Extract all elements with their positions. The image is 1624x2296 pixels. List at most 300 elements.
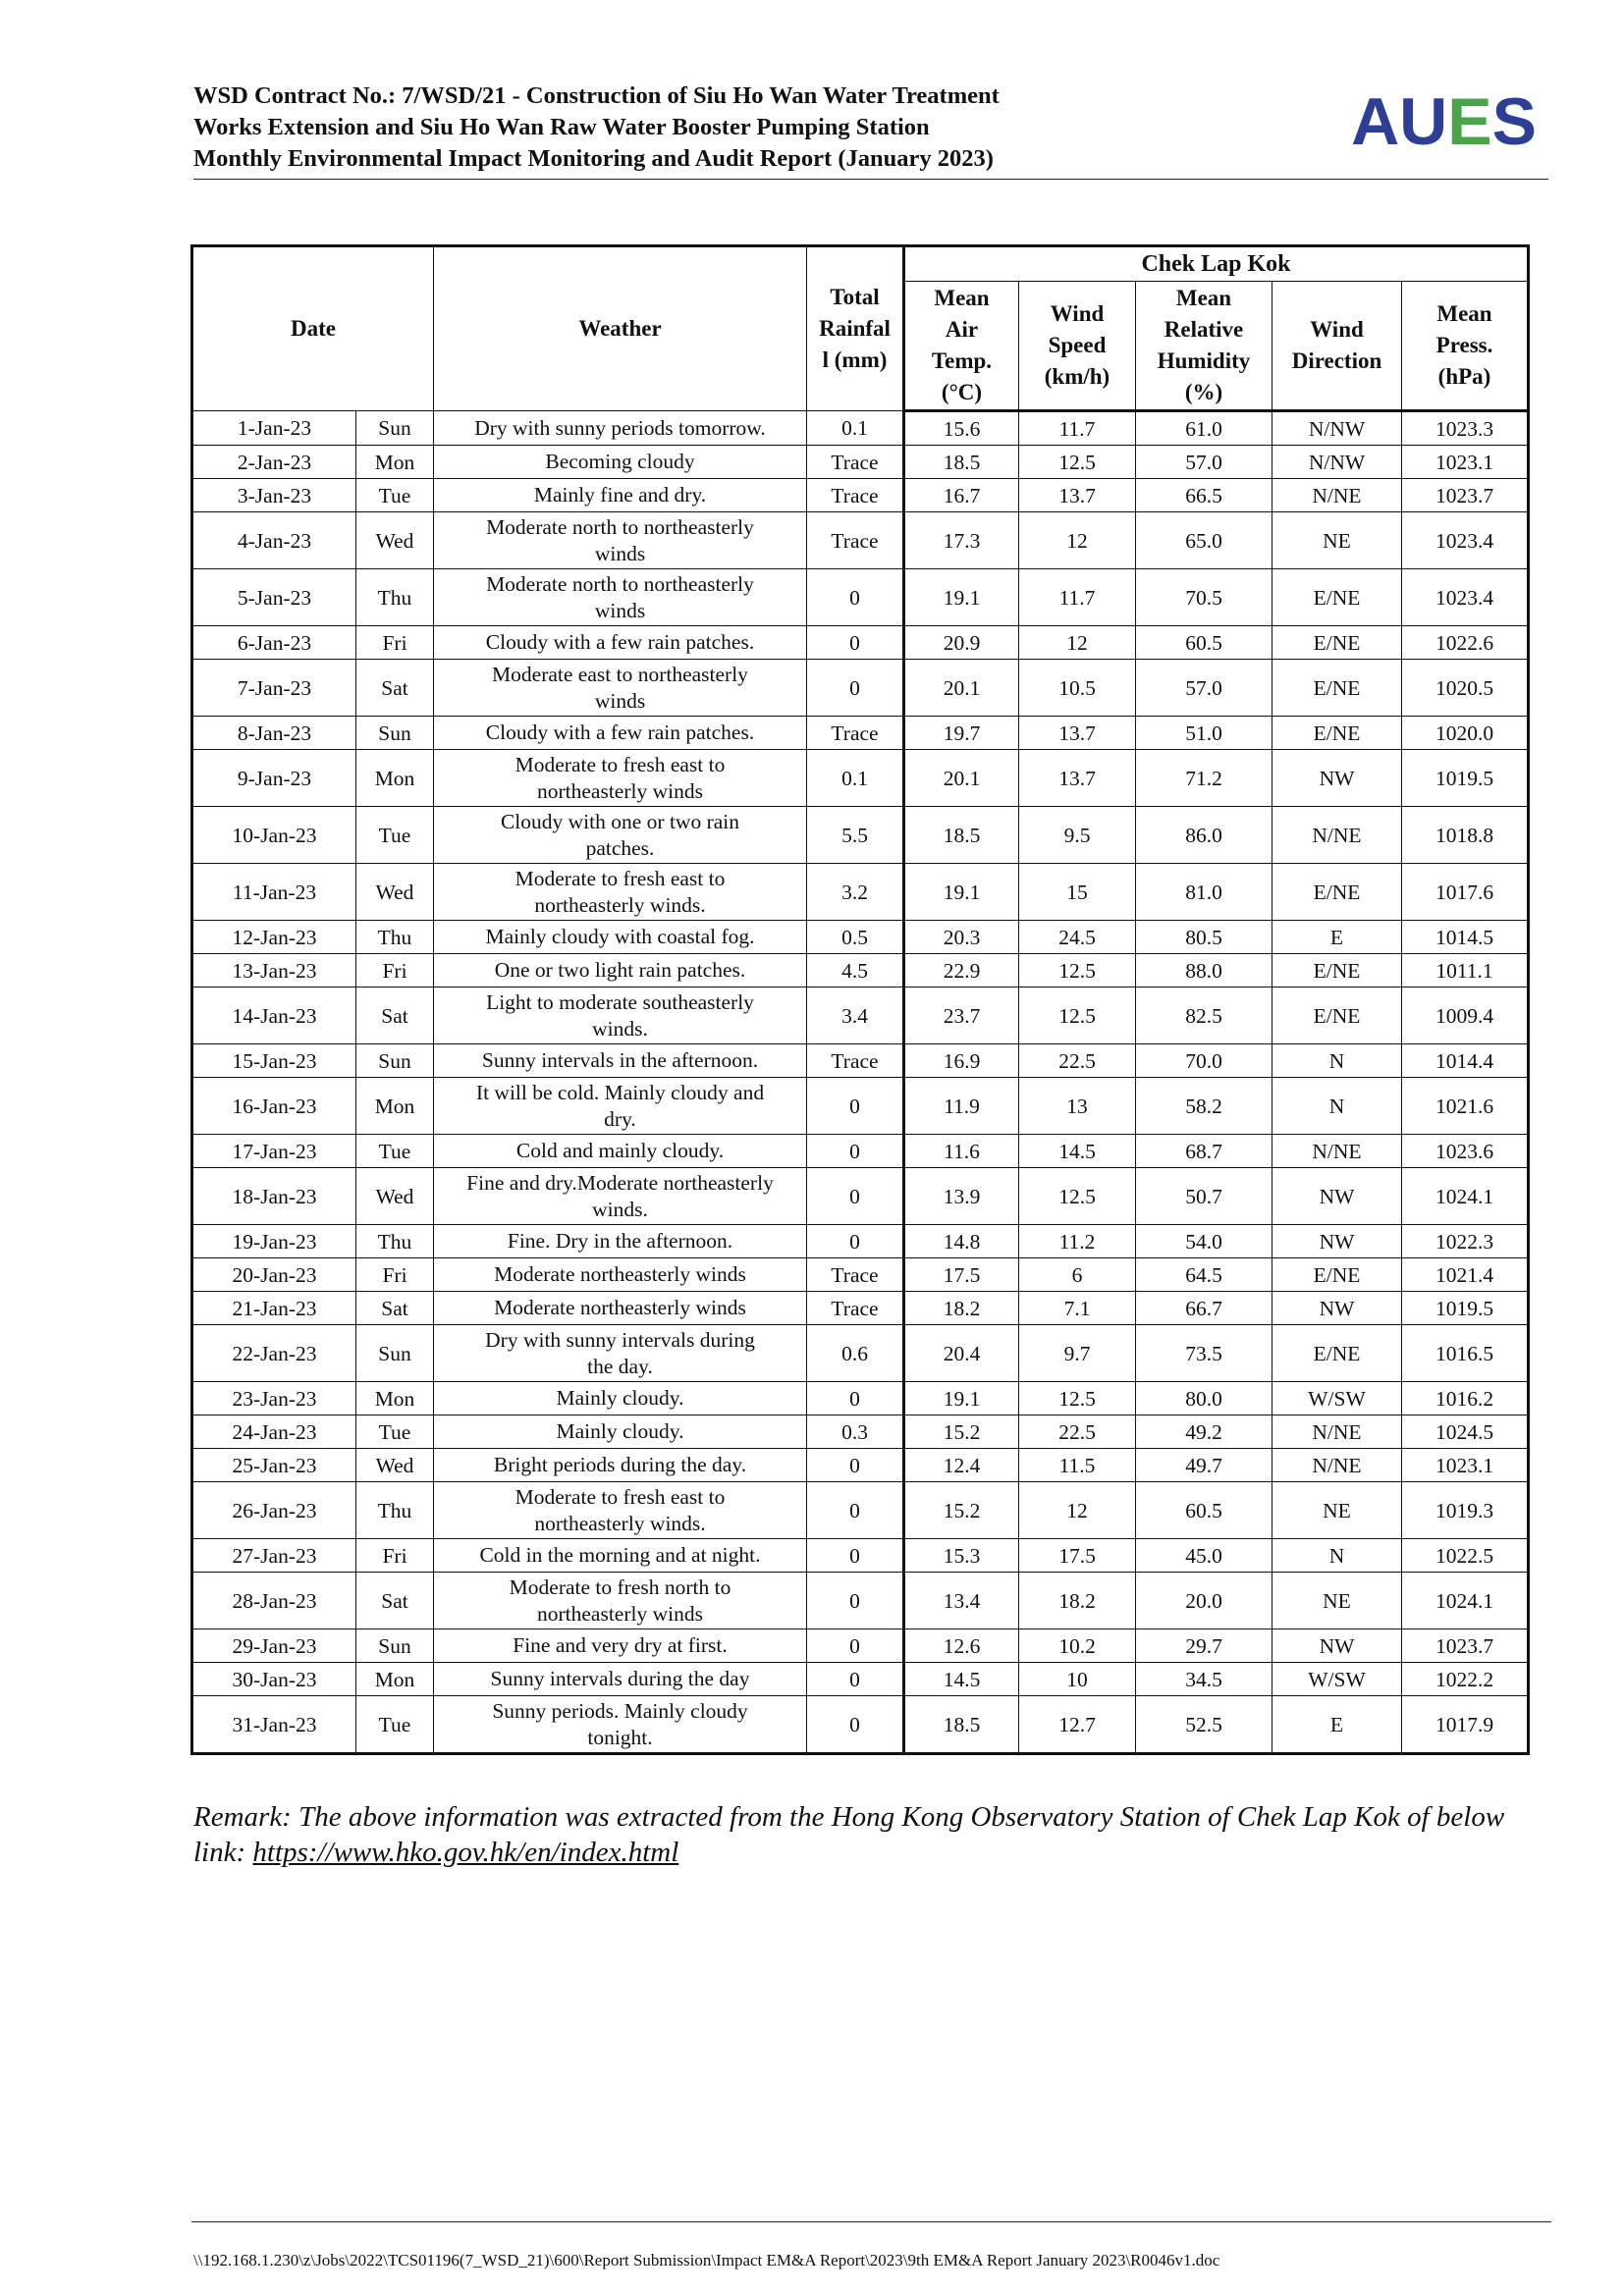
date-cell: 9-Jan-23 [192,750,356,807]
wind-speed-cell: 11.5 [1019,1449,1136,1482]
table-row [192,1325,1529,1382]
rainfall-cell: 0 [807,1135,904,1168]
humidity-cell: 86.0 [1136,807,1272,864]
date-cell: 11-Jan-23 [192,864,356,921]
wind-direction-cell: E/NE [1272,717,1402,750]
day-cell: Tue [356,479,434,512]
pressure-cell: 1020.5 [1402,660,1529,717]
wind-direction-cell: E/NE [1272,626,1402,660]
day-cell: Thu [356,1225,434,1258]
wind-direction-cell: W/SW [1272,1663,1402,1696]
pressure-cell: 1022.6 [1402,626,1529,660]
date-cell: 29-Jan-23 [192,1629,356,1663]
weather-line: Sunny intervals during the day [490,1667,750,1690]
humidity-cell: 81.0 [1136,864,1272,921]
temp-cell: 11.9 [904,1078,1019,1135]
weather-line: Moderate northeasterly winds [494,1296,746,1319]
rainfall-cell: 3.2 [807,864,904,921]
weather-line: Moderate to fresh east to [514,1484,726,1509]
wind-speed-cell: 11.2 [1019,1225,1136,1258]
humidity-cell: 57.0 [1136,660,1272,717]
rainfall-cell: 0 [807,1696,904,1754]
pressure-cell: 1023.6 [1402,1135,1529,1168]
header-humidity-line: Relative [1164,317,1244,342]
rainfall-cell: 0 [807,1168,904,1225]
weather-line: Mainly fine and dry. [533,483,707,507]
weather-cell [434,1696,807,1754]
table-row [192,1663,1529,1696]
header-temp-line: Temp. [931,348,993,373]
header-divider [193,179,1548,180]
header-humidity-line: (%) [1184,380,1223,404]
rainfall-cell: Trace [807,1044,904,1078]
wind-speed-cell: 22.5 [1019,1044,1136,1078]
humidity-cell: 70.5 [1136,569,1272,626]
day-cell: Sat [356,660,434,717]
temp-cell: 18.5 [904,807,1019,864]
wind-speed-cell: 13.7 [1019,479,1136,512]
wind-speed-cell: 9.7 [1019,1325,1136,1382]
humidity-cell: 49.2 [1136,1415,1272,1449]
temp-cell: 20.3 [904,921,1019,954]
rainfall-cell: 0 [807,1629,904,1663]
day-cell: Sat [356,1292,434,1325]
temp-cell: 14.5 [904,1663,1019,1696]
temp-cell: 19.1 [904,569,1019,626]
pressure-cell: 1017.9 [1402,1696,1529,1754]
date-cell: 16-Jan-23 [192,1078,356,1135]
temp-cell: 15.6 [904,411,1019,446]
date-cell: 10-Jan-23 [192,807,356,864]
header-wind-direction-line: Direction [1291,348,1382,373]
rainfall-cell: 0 [807,1539,904,1573]
rainfall-cell: Trace [807,1258,904,1292]
wind-direction-cell: E/NE [1272,569,1402,626]
wind-direction-cell: N/NE [1272,1135,1402,1168]
date-cell: 8-Jan-23 [192,717,356,750]
pressure-cell: 1019.5 [1402,1292,1529,1325]
temp-cell: 18.5 [904,446,1019,479]
wind-direction-cell: NW [1272,750,1402,807]
wind-direction-cell: N/NW [1272,411,1402,446]
weather-cell [434,1573,807,1629]
humidity-cell: 73.5 [1136,1325,1272,1382]
weather-cell [434,717,807,750]
table-row [192,479,1529,512]
table-row [192,921,1529,954]
date-cell: 6-Jan-23 [192,626,356,660]
rainfall-cell: Trace [807,446,904,479]
day-cell: Tue [356,1135,434,1168]
pressure-cell: 1023.7 [1402,479,1529,512]
temp-cell: 13.9 [904,1168,1019,1225]
date-cell: 13-Jan-23 [192,954,356,988]
humidity-cell: 57.0 [1136,446,1272,479]
date-cell: 27-Jan-23 [192,1539,356,1573]
day-cell: Sun [356,717,434,750]
date-cell: 21-Jan-23 [192,1292,356,1325]
humidity-cell: 71.2 [1136,750,1272,807]
table-row [192,1168,1529,1225]
weather-line: dry. [604,1106,636,1131]
weather-line: Fine. Dry in the afternoon. [507,1229,733,1253]
humidity-cell: 70.0 [1136,1044,1272,1078]
table-row [192,1225,1529,1258]
wind-speed-cell: 17.5 [1019,1539,1136,1573]
pressure-cell: 1022.5 [1402,1539,1529,1573]
weather-cell [434,569,807,626]
weather-line: Fine and very dry at first. [513,1633,728,1657]
weather-cell [434,1292,807,1325]
weather-cell [434,864,807,921]
humidity-cell: 88.0 [1136,954,1272,988]
temp-cell: 16.9 [904,1044,1019,1078]
temp-cell: 19.1 [904,864,1019,921]
wind-direction-cell: NW [1272,1629,1402,1663]
date-cell: 31-Jan-23 [192,1696,356,1754]
table-row [192,988,1529,1044]
wind-speed-cell: 13.7 [1019,717,1136,750]
date-cell: 14-Jan-23 [192,988,356,1044]
date-cell: 19-Jan-23 [192,1225,356,1258]
weather-line: Light to moderate southeasterly [486,989,754,1014]
header-wind-speed-line: Speed [1048,333,1107,357]
rainfall-cell: 0 [807,660,904,717]
weather-cell [434,1325,807,1382]
humidity-cell: 64.5 [1136,1258,1272,1292]
logo-letter: A [1351,84,1400,159]
header-rainfall-line: Total [830,285,880,309]
temp-cell: 20.1 [904,660,1019,717]
table-row [192,954,1529,988]
date-cell: 20-Jan-23 [192,1258,356,1292]
date-cell: 18-Jan-23 [192,1168,356,1225]
pressure-cell: 1016.2 [1402,1382,1529,1415]
day-cell: Sat [356,988,434,1044]
header-wind-speed [1019,282,1136,411]
rainfall-cell: 5.5 [807,807,904,864]
wind-speed-cell: 13.7 [1019,750,1136,807]
date-cell: 28-Jan-23 [192,1573,356,1629]
report-title-line-1: WSD Contract No.: 7/WSD/21 - Construction of Siu Ho Wan Water Treatment [193,82,1000,109]
wind-speed-cell: 12 [1019,626,1136,660]
humidity-cell: 60.5 [1136,1482,1272,1539]
wind-speed-cell: 13 [1019,1078,1136,1135]
wind-direction-cell: E [1272,1696,1402,1754]
pressure-cell: 1021.6 [1402,1078,1529,1135]
footer-divider [191,2221,1551,2222]
day-cell: Mon [356,750,434,807]
day-cell: Mon [356,1663,434,1696]
wind-speed-cell: 10.2 [1019,1629,1136,1663]
wind-speed-cell: 12.5 [1019,988,1136,1044]
wind-speed-cell: 12 [1019,512,1136,569]
temp-cell: 19.1 [904,1382,1019,1415]
weather-cell [434,1663,807,1696]
weather-line: Mainly cloudy with coastal fog. [485,925,755,948]
table-row [192,1482,1529,1539]
pressure-cell: 1023.4 [1402,569,1529,626]
wind-direction-cell: N/NE [1272,807,1402,864]
temp-cell: 20.4 [904,1325,1019,1382]
pressure-cell: 1020.0 [1402,717,1529,750]
table-row [192,660,1529,717]
remark-note [193,1799,1553,1870]
weather-cell [434,446,807,479]
temp-cell: 14.8 [904,1225,1019,1258]
humidity-cell: 49.7 [1136,1449,1272,1482]
header-temp-line: (°C) [941,380,983,404]
footer-file-path: \\192.168.1.230\z\Jobs\2022\TCS01196(7_WSD_21)\600\Report Submission\Impact EM&A Report\2023\9th EM&A Report January 2023\R0046v1.doc [193,2251,1220,2269]
rainfall-cell: Trace [807,1292,904,1325]
weather-cell [434,1258,807,1292]
wind-direction-cell: N [1272,1044,1402,1078]
header-temp [904,282,1019,411]
rainfall-cell: 0 [807,1078,904,1135]
wind-speed-cell: 10.5 [1019,660,1136,717]
weather-line: winds. [592,1197,648,1221]
day-cell: Mon [356,1382,434,1415]
humidity-cell: 65.0 [1136,512,1272,569]
temp-cell: 18.5 [904,1696,1019,1754]
temp-cell: 22.9 [904,954,1019,988]
weather-table [190,244,1530,1755]
day-cell: Sun [356,1325,434,1382]
weather-line: It will be cold. Mainly cloudy and [475,1080,765,1104]
weather-cell [434,1539,807,1573]
header-temp-line: Air [945,317,979,342]
weather-cell [434,807,807,864]
header-pressure [1402,282,1529,411]
header-pressure-line: Mean [1436,301,1492,326]
table-row [192,1078,1529,1135]
hko-link[interactable]: https://www.hko.gov.hk/en/index.html [252,1837,679,1868]
humidity-cell: 60.5 [1136,626,1272,660]
weather-line: Mainly cloudy. [556,1386,684,1410]
weather-line: Mainly cloudy. [556,1419,684,1443]
table-row [192,1135,1529,1168]
date-cell: 22-Jan-23 [192,1325,356,1382]
temp-cell: 20.1 [904,750,1019,807]
table-row [192,1449,1529,1482]
rainfall-cell: 0 [807,626,904,660]
day-cell: Wed [356,1168,434,1225]
header-pressure-line: Press. [1435,333,1493,357]
rainfall-cell: 4.5 [807,954,904,988]
temp-cell: 15.3 [904,1539,1019,1573]
table-row [192,864,1529,921]
humidity-cell: 50.7 [1136,1168,1272,1225]
pressure-cell: 1024.5 [1402,1415,1529,1449]
temp-cell: 19.7 [904,717,1019,750]
wind-speed-cell: 12.5 [1019,954,1136,988]
weather-line: winds [594,688,646,713]
weather-line: Bright periods during the day. [493,1453,747,1476]
pressure-cell: 1019.3 [1402,1482,1529,1539]
day-cell: Thu [356,569,434,626]
date-cell: 5-Jan-23 [192,569,356,626]
day-cell: Wed [356,1449,434,1482]
weather-line: tonight. [587,1725,653,1749]
header-wind-speed-line: (km/h) [1044,364,1110,389]
pressure-cell: 1023.7 [1402,1629,1529,1663]
humidity-cell: 58.2 [1136,1078,1272,1135]
table-row [192,411,1529,446]
weather-line: Cold in the morning and at night. [479,1543,761,1567]
wind-direction-cell: NW [1272,1225,1402,1258]
table-row [192,512,1529,569]
temp-cell: 11.6 [904,1135,1019,1168]
weather-cell [434,1044,807,1078]
weather-line: northeasterly winds. [534,1511,706,1535]
aues-logo [1351,84,1537,159]
pressure-cell: 1023.1 [1402,446,1529,479]
humidity-cell: 54.0 [1136,1225,1272,1258]
date-cell: 15-Jan-23 [192,1044,356,1078]
weather-line: winds. [592,1016,648,1041]
header-temp-line: Mean [934,286,990,310]
weather-cell [434,1482,807,1539]
table-row [192,1044,1529,1078]
table-row [192,1258,1529,1292]
table-row [192,1573,1529,1629]
weather-cell [434,1629,807,1663]
header-station: Chek Lap Kok [904,246,1529,282]
temp-cell: 12.6 [904,1629,1019,1663]
weather-line: patches. [585,835,655,860]
wind-speed-cell: 24.5 [1019,921,1136,954]
logo-letter: E [1447,84,1492,159]
wind-speed-cell: 22.5 [1019,1415,1136,1449]
remark-text: Remark: The above information was extracted from the Hong Kong Observatory Station of Chek Lap Kok of below link: [193,1801,1505,1868]
pressure-cell: 1023.4 [1402,512,1529,569]
table-row [192,1629,1529,1663]
weather-line: winds [594,541,646,565]
pressure-cell: 1017.6 [1402,864,1529,921]
weather-line: Sunny intervals in the afternoon. [481,1048,759,1072]
pressure-cell: 1023.1 [1402,1449,1529,1482]
header-rainfall-line: Rainfal [819,316,891,341]
wind-direction-cell: NE [1272,1482,1402,1539]
wind-direction-cell: N [1272,1539,1402,1573]
table-row [192,626,1529,660]
weather-cell [434,512,807,569]
weather-line: Cloudy with a few rain patches. [485,630,755,654]
wind-direction-cell: N/NE [1272,479,1402,512]
weather-line: Cloudy with one or two rain [500,809,740,833]
rainfall-cell: 0 [807,1573,904,1629]
pressure-cell: 1023.3 [1402,411,1529,446]
rainfall-cell: 0 [807,1482,904,1539]
humidity-cell: 51.0 [1136,717,1272,750]
table-row [192,1415,1529,1449]
table-row [192,1696,1529,1754]
table-row [192,717,1529,750]
wind-speed-cell: 6 [1019,1258,1136,1292]
day-cell: Fri [356,954,434,988]
weather-line: Dry with sunny intervals during [485,1327,755,1352]
temp-cell: 20.9 [904,626,1019,660]
humidity-cell: 61.0 [1136,411,1272,446]
date-cell: 25-Jan-23 [192,1449,356,1482]
day-cell: Mon [356,446,434,479]
weather-cell [434,750,807,807]
rainfall-cell: 0 [807,1449,904,1482]
header-wind-direction-line: Wind [1310,317,1364,342]
header-date: Date [192,246,434,411]
weather-line: Moderate east to northeasterly [492,662,748,686]
weather-cell [434,921,807,954]
date-cell: 23-Jan-23 [192,1382,356,1415]
temp-cell: 18.2 [904,1292,1019,1325]
wind-speed-cell: 11.7 [1019,569,1136,626]
wind-direction-cell: NE [1272,1573,1402,1629]
rainfall-cell: 3.4 [807,988,904,1044]
temp-cell: 23.7 [904,988,1019,1044]
wind-speed-cell: 14.5 [1019,1135,1136,1168]
rainfall-cell: 0 [807,1382,904,1415]
wind-direction-cell: E/NE [1272,660,1402,717]
weather-line: winds [594,598,646,622]
wind-speed-cell: 11.7 [1019,411,1136,446]
day-cell: Wed [356,512,434,569]
wind-direction-cell: E/NE [1272,988,1402,1044]
wind-direction-cell: NW [1272,1292,1402,1325]
humidity-cell: 45.0 [1136,1539,1272,1573]
header-humidity-line: Humidity [1157,348,1251,373]
wind-direction-cell: E/NE [1272,1325,1402,1382]
wind-speed-cell: 12.5 [1019,1382,1136,1415]
wind-speed-cell: 15 [1019,864,1136,921]
day-cell: Fri [356,1539,434,1573]
rainfall-cell: 0.3 [807,1415,904,1449]
date-cell: 30-Jan-23 [192,1663,356,1696]
table-row [192,1382,1529,1415]
day-cell: Fri [356,1258,434,1292]
header-weather: Weather [434,246,807,411]
pressure-cell: 1011.1 [1402,954,1529,988]
day-cell: Mon [356,1078,434,1135]
weather-cell [434,988,807,1044]
logo-letter: S [1491,84,1537,159]
wind-speed-cell: 7.1 [1019,1292,1136,1325]
weather-cell [434,1168,807,1225]
date-cell: 26-Jan-23 [192,1482,356,1539]
temp-cell: 17.5 [904,1258,1019,1292]
weather-cell [434,479,807,512]
humidity-cell: 66.7 [1136,1292,1272,1325]
date-cell: 7-Jan-23 [192,660,356,717]
humidity-cell: 20.0 [1136,1573,1272,1629]
weather-cell [434,1135,807,1168]
wind-direction-cell: E/NE [1272,864,1402,921]
day-cell: Thu [356,1482,434,1539]
weather-cell [434,1382,807,1415]
rainfall-cell: 0.5 [807,921,904,954]
header-wind-direction [1272,282,1402,411]
table-row [192,1539,1529,1573]
weather-line: One or two light rain patches. [494,958,746,982]
wind-speed-cell: 9.5 [1019,807,1136,864]
weather-line: Cold and mainly cloudy. [515,1139,725,1162]
wind-direction-cell: N/NE [1272,1449,1402,1482]
date-cell: 2-Jan-23 [192,446,356,479]
report-title-line-2: Works Extension and Siu Ho Wan Raw Water Booster Pumping Station [193,114,930,140]
wind-direction-cell: N/NW [1272,446,1402,479]
weather-line: northeasterly winds [537,1601,703,1626]
pressure-cell: 1009.4 [1402,988,1529,1044]
pressure-cell: 1019.5 [1402,750,1529,807]
